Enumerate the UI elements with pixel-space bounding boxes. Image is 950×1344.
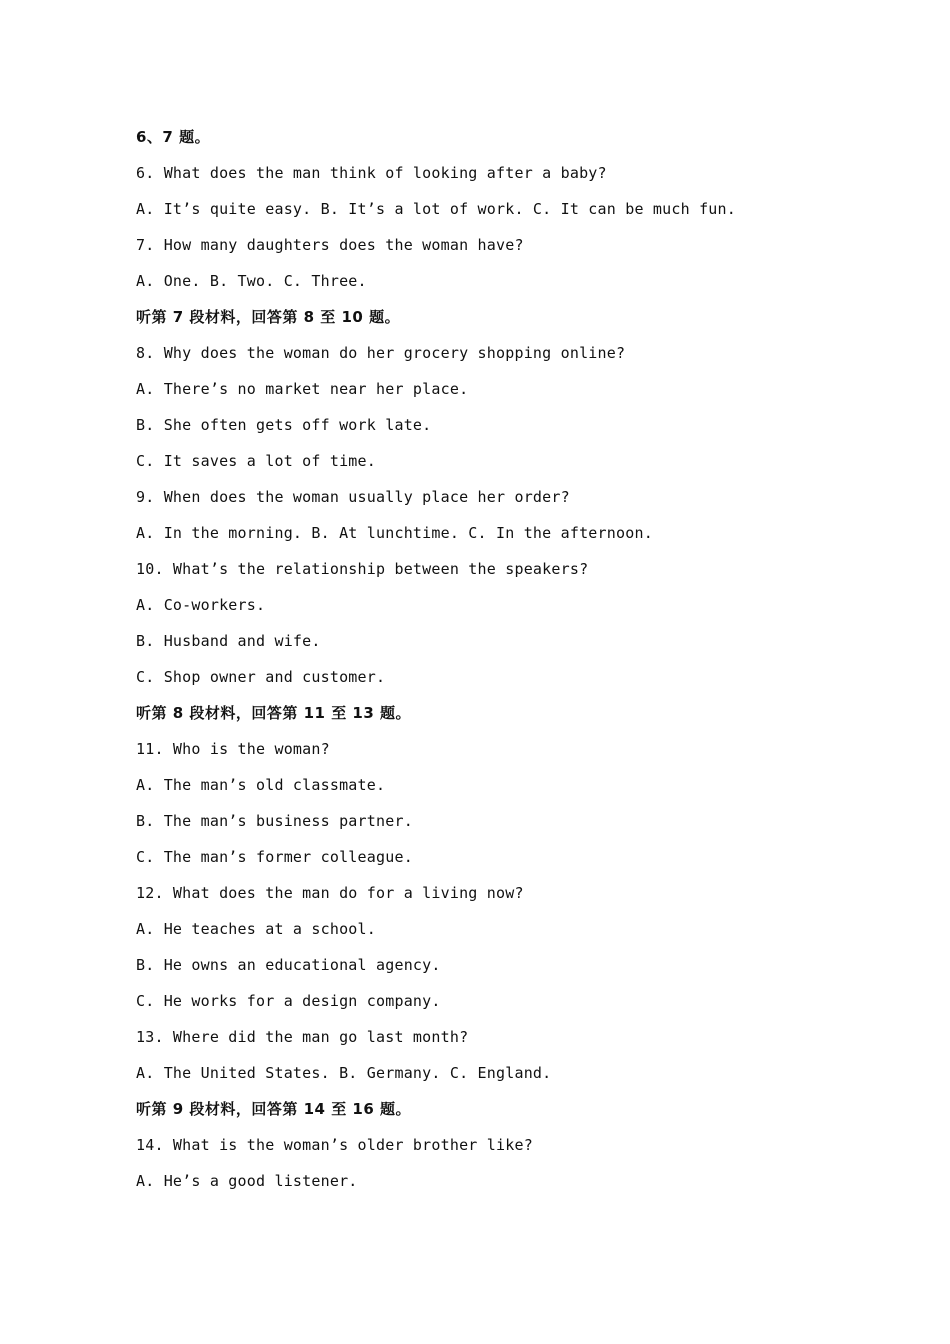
question-11-option-a: A. The man’s old classmate. — [136, 776, 386, 794]
section-heading: 听第 8 段材料，回答第 11 至 13 题。 — [136, 704, 412, 722]
question-11: 11. Who is the woman? — [136, 740, 330, 758]
question-6-options: A. It’s quite easy. B. It’s a lot of work. C. It can be much fun. — [136, 200, 736, 218]
question-12-option-c: C. He works for a design company. — [136, 992, 441, 1010]
question-12-option-b: B. He owns an educational agency. — [136, 956, 441, 974]
question-9: 9. When does the woman usually place her order? — [136, 488, 570, 506]
question-8-option-a: A. There’s no market near her place. — [136, 380, 469, 398]
question-14-option-a: A. He’s a good listener. — [136, 1172, 358, 1190]
question-10-option-b: B. Husband and wife. — [136, 632, 321, 650]
question-8-option-c: C. It saves a lot of time. — [136, 452, 376, 470]
question-11-option-b: B. The man’s business partner. — [136, 812, 413, 830]
section-heading: 听第 7 段材料，回答第 8 至 10 题。 — [136, 308, 401, 326]
question-11-option-c: C. The man’s former colleague. — [136, 848, 413, 866]
question-14: 14. What is the woman’s older brother like? — [136, 1136, 533, 1154]
question-12: 12. What does the man do for a living now? — [136, 884, 524, 902]
section-heading: 6、7 题。 — [136, 128, 211, 146]
question-12-option-a: A. He teaches at a school. — [136, 920, 376, 938]
question-7-options: A. One. B. Two. C. Three. — [136, 272, 367, 290]
question-13: 13. Where did the man go last month? — [136, 1028, 469, 1046]
question-8-option-b: B. She often gets off work late. — [136, 416, 432, 434]
question-10-option-a: A. Co-workers. — [136, 596, 266, 614]
question-10-option-c: C. Shop owner and customer. — [136, 668, 386, 686]
question-13-options: A. The United States. B. Germany. C. England. — [136, 1064, 552, 1082]
section-heading: 听第 9 段材料，回答第 14 至 16 题。 — [136, 1100, 412, 1118]
question-9-options: A. In the morning. B. At lunchtime. C. In the afternoon. — [136, 524, 653, 542]
question-6: 6. What does the man think of looking after a baby? — [136, 164, 607, 182]
question-10: 10. What’s the relationship between the speakers? — [136, 560, 589, 578]
document-content — [136, 124, 836, 1204]
question-8: 8. Why does the woman do her grocery shopping online? — [136, 344, 626, 362]
question-7: 7. How many daughters does the woman have? — [136, 236, 524, 254]
